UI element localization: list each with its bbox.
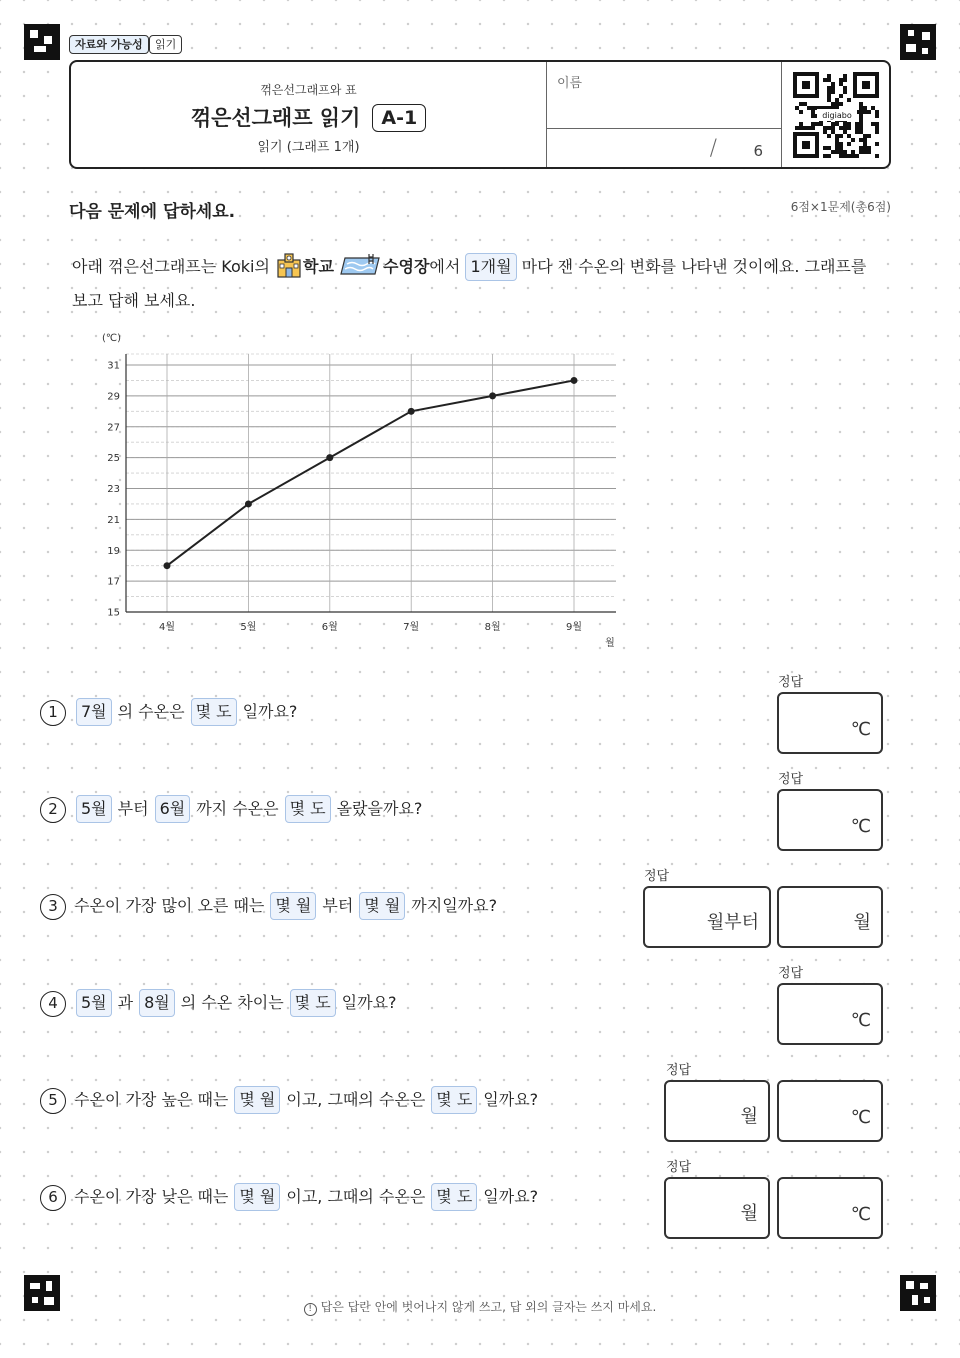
question-keyword: 8월 bbox=[139, 989, 175, 1017]
question-keyword: 몇 도 bbox=[431, 1183, 477, 1211]
plot-background bbox=[126, 354, 616, 612]
corner-marker-top-right bbox=[900, 24, 936, 60]
question-6 bbox=[40, 1183, 540, 1211]
answer-box[interactable] bbox=[643, 886, 771, 948]
interval-pill: 1개월 bbox=[465, 253, 516, 281]
data-point bbox=[489, 392, 496, 399]
worksheet-code: A-1 bbox=[372, 104, 426, 132]
data-point bbox=[408, 408, 415, 415]
answer-box[interactable] bbox=[777, 789, 883, 851]
y-tick-label: 23 bbox=[107, 484, 120, 495]
x-tick-label: 4월 bbox=[158, 622, 176, 633]
header-subtitle: 꺾은선그래프와 표 bbox=[260, 83, 357, 97]
answer-label: 정답 bbox=[644, 869, 670, 884]
place-pool: 수영장 bbox=[383, 257, 430, 276]
question-text: 수온이 가장 낮은 때는 bbox=[74, 1187, 229, 1206]
worksheet-header bbox=[69, 60, 891, 169]
answer-box[interactable] bbox=[777, 886, 883, 948]
x-tick-label: 9월 bbox=[565, 622, 583, 633]
x-axis-unit: 월 bbox=[605, 638, 615, 649]
answer-unit: ℃ bbox=[850, 816, 871, 837]
y-tick-label: 17 bbox=[107, 576, 120, 588]
data-point bbox=[164, 562, 171, 569]
y-tick-label: 29 bbox=[107, 391, 120, 403]
answer-box[interactable] bbox=[664, 1177, 770, 1239]
warning-icon: ! bbox=[304, 1303, 317, 1316]
answer-unit: 월 bbox=[740, 1203, 758, 1224]
answer-label: 정답 bbox=[666, 1063, 692, 1078]
question-keyword: 몇 월 bbox=[270, 892, 316, 920]
answer-unit: ℃ bbox=[850, 1107, 871, 1128]
question-keyword: 몇 도 bbox=[191, 698, 237, 726]
question-text: 수온이 가장 많이 오른 때는 bbox=[74, 896, 265, 915]
line-chart bbox=[90, 328, 630, 658]
header-title-area bbox=[71, 62, 546, 167]
y-tick-label: 27 bbox=[107, 422, 120, 434]
answer-box[interactable] bbox=[777, 1177, 883, 1239]
answer-label: 정답 bbox=[778, 772, 804, 787]
name-label: 이름 bbox=[557, 76, 583, 91]
question-4 bbox=[40, 989, 399, 1017]
question-keyword: 5월 bbox=[76, 795, 112, 823]
question-text: 일까요? bbox=[483, 1090, 539, 1109]
question-3 bbox=[40, 892, 499, 920]
instruction: 다음 문제에 답하세요. bbox=[69, 202, 236, 222]
answer-box[interactable] bbox=[777, 1080, 883, 1142]
intro-text-3: 마다 잰 수온의 변화를 나타낸 것이에요. 그래프를 bbox=[521, 257, 867, 276]
category-tag: 자료와 가능성 bbox=[69, 35, 149, 54]
question-keyword: 몇 도 bbox=[431, 1086, 477, 1114]
data-point bbox=[245, 500, 252, 507]
question-text: 이고, 그때의 수온은 bbox=[286, 1187, 426, 1206]
question-number: 3 bbox=[40, 894, 66, 920]
y-tick-label: 15 bbox=[107, 607, 120, 619]
page-title-text: 꺾은선그래프 읽기 bbox=[190, 106, 361, 130]
intro-text-4: 보고 답해 보세요. bbox=[72, 291, 196, 310]
pool-icon bbox=[339, 252, 383, 278]
question-keyword: 5월 bbox=[76, 989, 112, 1017]
question-keyword: 몇 월 bbox=[234, 1086, 280, 1114]
question-text: 부터 bbox=[117, 799, 149, 818]
answer-unit: ℃ bbox=[850, 1010, 871, 1031]
question-5 bbox=[40, 1086, 540, 1114]
answer-box[interactable] bbox=[777, 692, 883, 754]
question-keyword: 몇 월 bbox=[234, 1183, 280, 1211]
data-point bbox=[326, 454, 333, 461]
question-1 bbox=[40, 698, 299, 726]
divider bbox=[547, 128, 781, 129]
y-tick-label: 25 bbox=[107, 453, 120, 465]
footer-text: 답은 답란 안에 벗어나지 않게 쓰고, 답 외의 글자는 쓰지 마세요. bbox=[320, 1300, 657, 1314]
school-icon bbox=[275, 252, 303, 278]
intro-text-2: 에서 bbox=[429, 257, 461, 276]
y-tick-label: 19 bbox=[107, 545, 120, 557]
question-number: 1 bbox=[40, 700, 66, 726]
answer-unit: ℃ bbox=[850, 719, 871, 740]
x-tick-label: 5월 bbox=[240, 622, 257, 633]
question-number: 5 bbox=[40, 1088, 66, 1114]
answer-unit: ℃ bbox=[850, 1204, 871, 1225]
name-score-area bbox=[546, 62, 782, 167]
type-tag: 읽기 bbox=[149, 35, 182, 54]
qr-label: digiabo bbox=[822, 111, 852, 120]
question-text: 일까요? bbox=[341, 993, 397, 1012]
answer-label: 정답 bbox=[666, 1160, 692, 1175]
qr-code bbox=[793, 72, 879, 158]
question-text: 일까요? bbox=[483, 1187, 539, 1206]
question-text: 부터 bbox=[322, 896, 354, 915]
header-subtitle-2: 읽기 (그래프 1개) bbox=[257, 140, 360, 155]
data-point bbox=[571, 377, 578, 384]
answer-unit: 월부터 bbox=[706, 912, 759, 933]
answer-label: 정답 bbox=[778, 675, 804, 690]
answer-unit: 월 bbox=[740, 1106, 758, 1127]
answer-box[interactable] bbox=[664, 1080, 770, 1142]
x-tick-label: 7월 bbox=[403, 622, 420, 633]
answer-box[interactable] bbox=[777, 983, 883, 1045]
x-tick-label: 8월 bbox=[484, 622, 501, 633]
y-tick-label: 31 bbox=[107, 360, 120, 372]
intro-text-1: 아래 꺾은선그래프는 Koki의 bbox=[72, 257, 270, 276]
question-text: 의 수온 차이는 bbox=[180, 993, 284, 1012]
score-slash: / bbox=[709, 136, 717, 161]
answer-label: 정답 bbox=[778, 966, 804, 981]
points-info: 6점×1문제(총6점) bbox=[790, 200, 891, 214]
question-keyword: 몇 도 bbox=[290, 989, 336, 1017]
page-title bbox=[71, 102, 546, 132]
question-number: 2 bbox=[40, 797, 66, 823]
question-2 bbox=[40, 795, 424, 823]
footer-note bbox=[0, 1298, 960, 1316]
question-text: 과 bbox=[117, 993, 134, 1012]
question-keyword: 6월 bbox=[155, 795, 191, 823]
question-text: 의 수온은 bbox=[117, 702, 185, 721]
question-keyword: 7월 bbox=[76, 698, 112, 726]
question-number: 4 bbox=[40, 991, 66, 1017]
place-school: 학교 bbox=[303, 257, 334, 276]
score-total: 6 bbox=[753, 142, 763, 160]
intro-paragraph bbox=[72, 250, 892, 318]
question-number: 6 bbox=[40, 1185, 66, 1211]
question-text: 수온이 가장 높은 때는 bbox=[74, 1090, 229, 1109]
question-keyword: 몇 월 bbox=[359, 892, 405, 920]
answer-unit: 월 bbox=[853, 912, 871, 933]
corner-marker-top-left bbox=[24, 24, 60, 60]
question-text: 이고, 그때의 수온은 bbox=[286, 1090, 426, 1109]
y-axis-unit: (℃) bbox=[102, 333, 122, 344]
x-tick-label: 6월 bbox=[321, 622, 338, 633]
question-text: 올랐을까요? bbox=[336, 799, 423, 818]
question-text: 까지일까요? bbox=[411, 896, 498, 915]
question-text: 까지 수온은 bbox=[196, 799, 279, 818]
question-keyword: 몇 도 bbox=[285, 795, 331, 823]
y-tick-label: 21 bbox=[107, 514, 120, 526]
question-text: 일까요? bbox=[242, 702, 298, 721]
